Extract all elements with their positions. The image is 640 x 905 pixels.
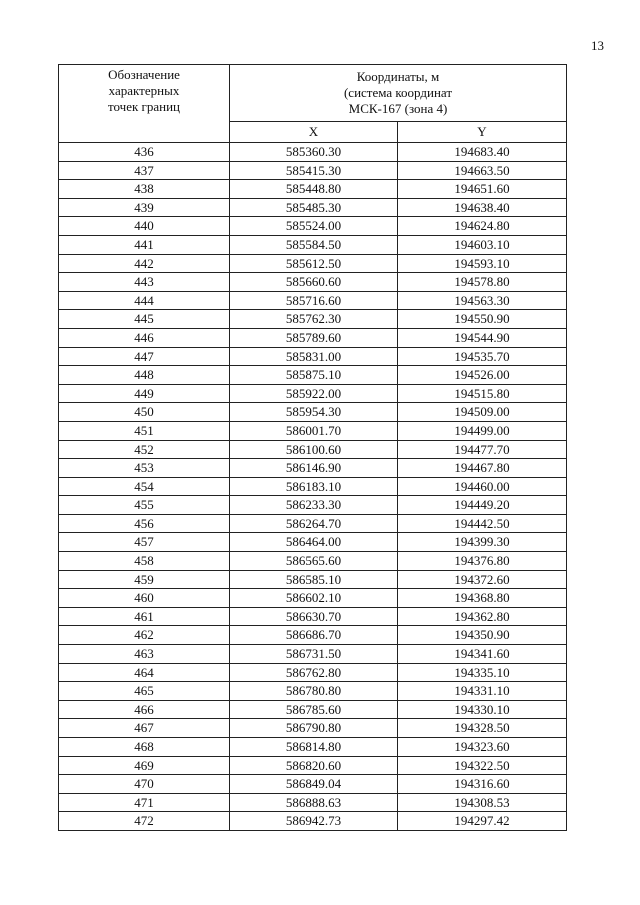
y-coordinate-cell: 194362.80 (398, 607, 567, 626)
table-row (59, 793, 567, 812)
table-row (59, 756, 567, 775)
table-row (59, 738, 567, 757)
x-coordinate-cell: 586183.10 (230, 477, 398, 496)
table-row (59, 589, 567, 608)
y-coordinate-cell: 194322.50 (398, 756, 567, 775)
coordinates-header-line-3: МСК-167 (зона 4) (348, 101, 448, 116)
table-row (59, 552, 567, 571)
x-coordinate-cell: 586630.70 (230, 607, 398, 626)
table-row (59, 366, 567, 385)
point-id-cell: 459 (59, 570, 230, 589)
x-coordinate-cell: 586942.73 (230, 812, 398, 831)
point-id-cell: 438 (59, 180, 230, 199)
x-coordinate-cell: 586731.50 (230, 645, 398, 664)
x-coordinate-cell: 585524.00 (230, 217, 398, 236)
point-id-cell: 454 (59, 477, 230, 496)
point-id-cell: 449 (59, 384, 230, 403)
x-coordinate-cell: 585584.50 (230, 235, 398, 254)
x-coordinate-cell: 585716.60 (230, 291, 398, 310)
point-id-cell: 446 (59, 328, 230, 347)
table-row (59, 626, 567, 645)
table-row (59, 812, 567, 831)
point-id-cell: 461 (59, 607, 230, 626)
point-id-cell: 444 (59, 291, 230, 310)
table-row (59, 310, 567, 329)
point-id-cell: 445 (59, 310, 230, 329)
table-row (59, 254, 567, 273)
table-row (59, 161, 567, 180)
table-row (59, 198, 567, 217)
y-coordinate-cell: 194328.50 (398, 719, 567, 738)
table-body (59, 143, 567, 831)
y-coordinate-cell: 194651.60 (398, 180, 567, 199)
y-coordinate-cell: 194372.60 (398, 570, 567, 589)
y-coordinate-cell: 194624.80 (398, 217, 567, 236)
y-coordinate-cell: 194593.10 (398, 254, 567, 273)
x-coordinate-cell: 586790.80 (230, 719, 398, 738)
x-coordinate-cell: 586565.60 (230, 552, 398, 571)
point-id-cell: 437 (59, 161, 230, 180)
table-row (59, 570, 567, 589)
y-coordinate-cell: 194368.80 (398, 589, 567, 608)
table-row (59, 607, 567, 626)
point-id-cell: 466 (59, 700, 230, 719)
y-column-header: Y (398, 122, 567, 143)
x-coordinate-cell: 585448.80 (230, 180, 398, 199)
x-coordinate-cell: 586146.90 (230, 459, 398, 478)
point-id-cell: 436 (59, 143, 230, 162)
point-id-cell: 457 (59, 533, 230, 552)
y-coordinate-cell: 194526.00 (398, 366, 567, 385)
coordinates-header-line-2: (система координат (343, 85, 453, 100)
point-id-cell: 458 (59, 552, 230, 571)
coordinates-table (58, 64, 567, 831)
point-designation-header-line-3: точек границ (107, 99, 181, 114)
table-row (59, 477, 567, 496)
point-id-cell: 453 (59, 459, 230, 478)
point-designation-header-line-1: Обозначение (108, 67, 180, 82)
point-id-cell: 464 (59, 663, 230, 682)
point-id-cell: 440 (59, 217, 230, 236)
point-id-cell: 460 (59, 589, 230, 608)
x-coordinate-cell: 585954.30 (230, 403, 398, 422)
y-coordinate-cell: 194477.70 (398, 440, 567, 459)
point-id-cell: 447 (59, 347, 230, 366)
y-coordinate-cell: 194399.30 (398, 533, 567, 552)
point-id-cell: 470 (59, 775, 230, 794)
x-coordinate-cell: 585789.60 (230, 328, 398, 347)
y-coordinate-cell: 194308.53 (398, 793, 567, 812)
x-coordinate-cell: 586849.04 (230, 775, 398, 794)
table-row (59, 143, 567, 162)
coordinates-header-line-1: Координаты, м (356, 69, 440, 84)
y-coordinate-cell: 194535.70 (398, 347, 567, 366)
x-column-header: X (230, 122, 398, 143)
y-coordinate-cell: 194341.60 (398, 645, 567, 664)
y-coordinate-cell: 194509.00 (398, 403, 567, 422)
table-row (59, 645, 567, 664)
y-coordinate-cell: 194499.00 (398, 421, 567, 440)
x-coordinate-cell: 585875.10 (230, 366, 398, 385)
x-coordinate-cell: 585831.00 (230, 347, 398, 366)
point-id-cell: 450 (59, 403, 230, 422)
x-coordinate-cell: 586585.10 (230, 570, 398, 589)
point-id-cell: 468 (59, 738, 230, 757)
point-id-cell: 472 (59, 812, 230, 831)
table-row (59, 700, 567, 719)
x-coordinate-cell: 586785.60 (230, 700, 398, 719)
x-coordinate-cell: 585360.30 (230, 143, 398, 162)
header-row-main (59, 65, 567, 122)
point-id-cell: 443 (59, 273, 230, 292)
x-coordinate-cell: 585612.50 (230, 254, 398, 273)
x-coordinate-cell: 586233.30 (230, 496, 398, 515)
point-id-cell: 463 (59, 645, 230, 664)
point-id-cell: 441 (59, 235, 230, 254)
x-coordinate-cell: 585922.00 (230, 384, 398, 403)
y-coordinate-cell: 194578.80 (398, 273, 567, 292)
y-coordinate-cell: 194323.60 (398, 738, 567, 757)
x-coordinate-cell: 585762.30 (230, 310, 398, 329)
x-coordinate-cell: 585660.60 (230, 273, 398, 292)
y-coordinate-cell: 194683.40 (398, 143, 567, 162)
table-row (59, 719, 567, 738)
table-row (59, 328, 567, 347)
point-id-cell: 469 (59, 756, 230, 775)
x-coordinate-cell: 586888.63 (230, 793, 398, 812)
y-coordinate-cell: 194335.10 (398, 663, 567, 682)
point-id-cell: 462 (59, 626, 230, 645)
table-row (59, 217, 567, 236)
x-coordinate-cell: 586686.70 (230, 626, 398, 645)
table-row (59, 291, 567, 310)
table-row (59, 459, 567, 478)
x-coordinate-cell: 586780.80 (230, 682, 398, 701)
point-id-cell: 442 (59, 254, 230, 273)
table-row (59, 235, 567, 254)
point-id-cell: 465 (59, 682, 230, 701)
point-id-cell: 439 (59, 198, 230, 217)
table-row (59, 496, 567, 515)
y-coordinate-cell: 194460.00 (398, 477, 567, 496)
y-coordinate-cell: 194316.60 (398, 775, 567, 794)
point-id-cell: 455 (59, 496, 230, 515)
coordinates-header (230, 65, 567, 122)
table-row (59, 440, 567, 459)
y-coordinate-cell: 194297.42 (398, 812, 567, 831)
table-row (59, 403, 567, 422)
x-coordinate-cell: 586762.80 (230, 663, 398, 682)
y-coordinate-cell: 194638.40 (398, 198, 567, 217)
y-coordinate-cell: 194376.80 (398, 552, 567, 571)
point-id-cell: 452 (59, 440, 230, 459)
x-coordinate-cell: 586001.70 (230, 421, 398, 440)
y-coordinate-cell: 194563.30 (398, 291, 567, 310)
point-id-cell: 467 (59, 719, 230, 738)
point-designation-header (59, 65, 230, 143)
y-coordinate-cell: 194515.80 (398, 384, 567, 403)
point-id-cell: 456 (59, 514, 230, 533)
x-coordinate-cell: 586820.60 (230, 756, 398, 775)
x-coordinate-cell: 586264.70 (230, 514, 398, 533)
y-coordinate-cell: 194663.50 (398, 161, 567, 180)
x-coordinate-cell: 586100.60 (230, 440, 398, 459)
x-coordinate-cell: 586814.80 (230, 738, 398, 757)
y-coordinate-cell: 194350.90 (398, 626, 567, 645)
table-row (59, 180, 567, 199)
table-row (59, 273, 567, 292)
x-coordinate-cell: 586464.00 (230, 533, 398, 552)
table-row (59, 347, 567, 366)
point-designation-header-line-2: характерных (108, 83, 180, 98)
table-row (59, 421, 567, 440)
table-row (59, 663, 567, 682)
table-row (59, 384, 567, 403)
point-id-cell: 448 (59, 366, 230, 385)
y-coordinate-cell: 194550.90 (398, 310, 567, 329)
y-coordinate-cell: 194331.10 (398, 682, 567, 701)
y-coordinate-cell: 194544.90 (398, 328, 567, 347)
point-id-cell: 471 (59, 793, 230, 812)
y-coordinate-cell: 194603.10 (398, 235, 567, 254)
y-coordinate-cell: 194330.10 (398, 700, 567, 719)
y-coordinate-cell: 194467.80 (398, 459, 567, 478)
table-row (59, 682, 567, 701)
table-row (59, 514, 567, 533)
y-coordinate-cell: 194449.20 (398, 496, 567, 515)
x-coordinate-cell: 586602.10 (230, 589, 398, 608)
y-coordinate-cell: 194442.50 (398, 514, 567, 533)
page-number: 13 (591, 38, 604, 53)
table-row (59, 533, 567, 552)
point-id-cell: 451 (59, 421, 230, 440)
table-row (59, 775, 567, 794)
x-coordinate-cell: 585485.30 (230, 198, 398, 217)
x-coordinate-cell: 585415.30 (230, 161, 398, 180)
